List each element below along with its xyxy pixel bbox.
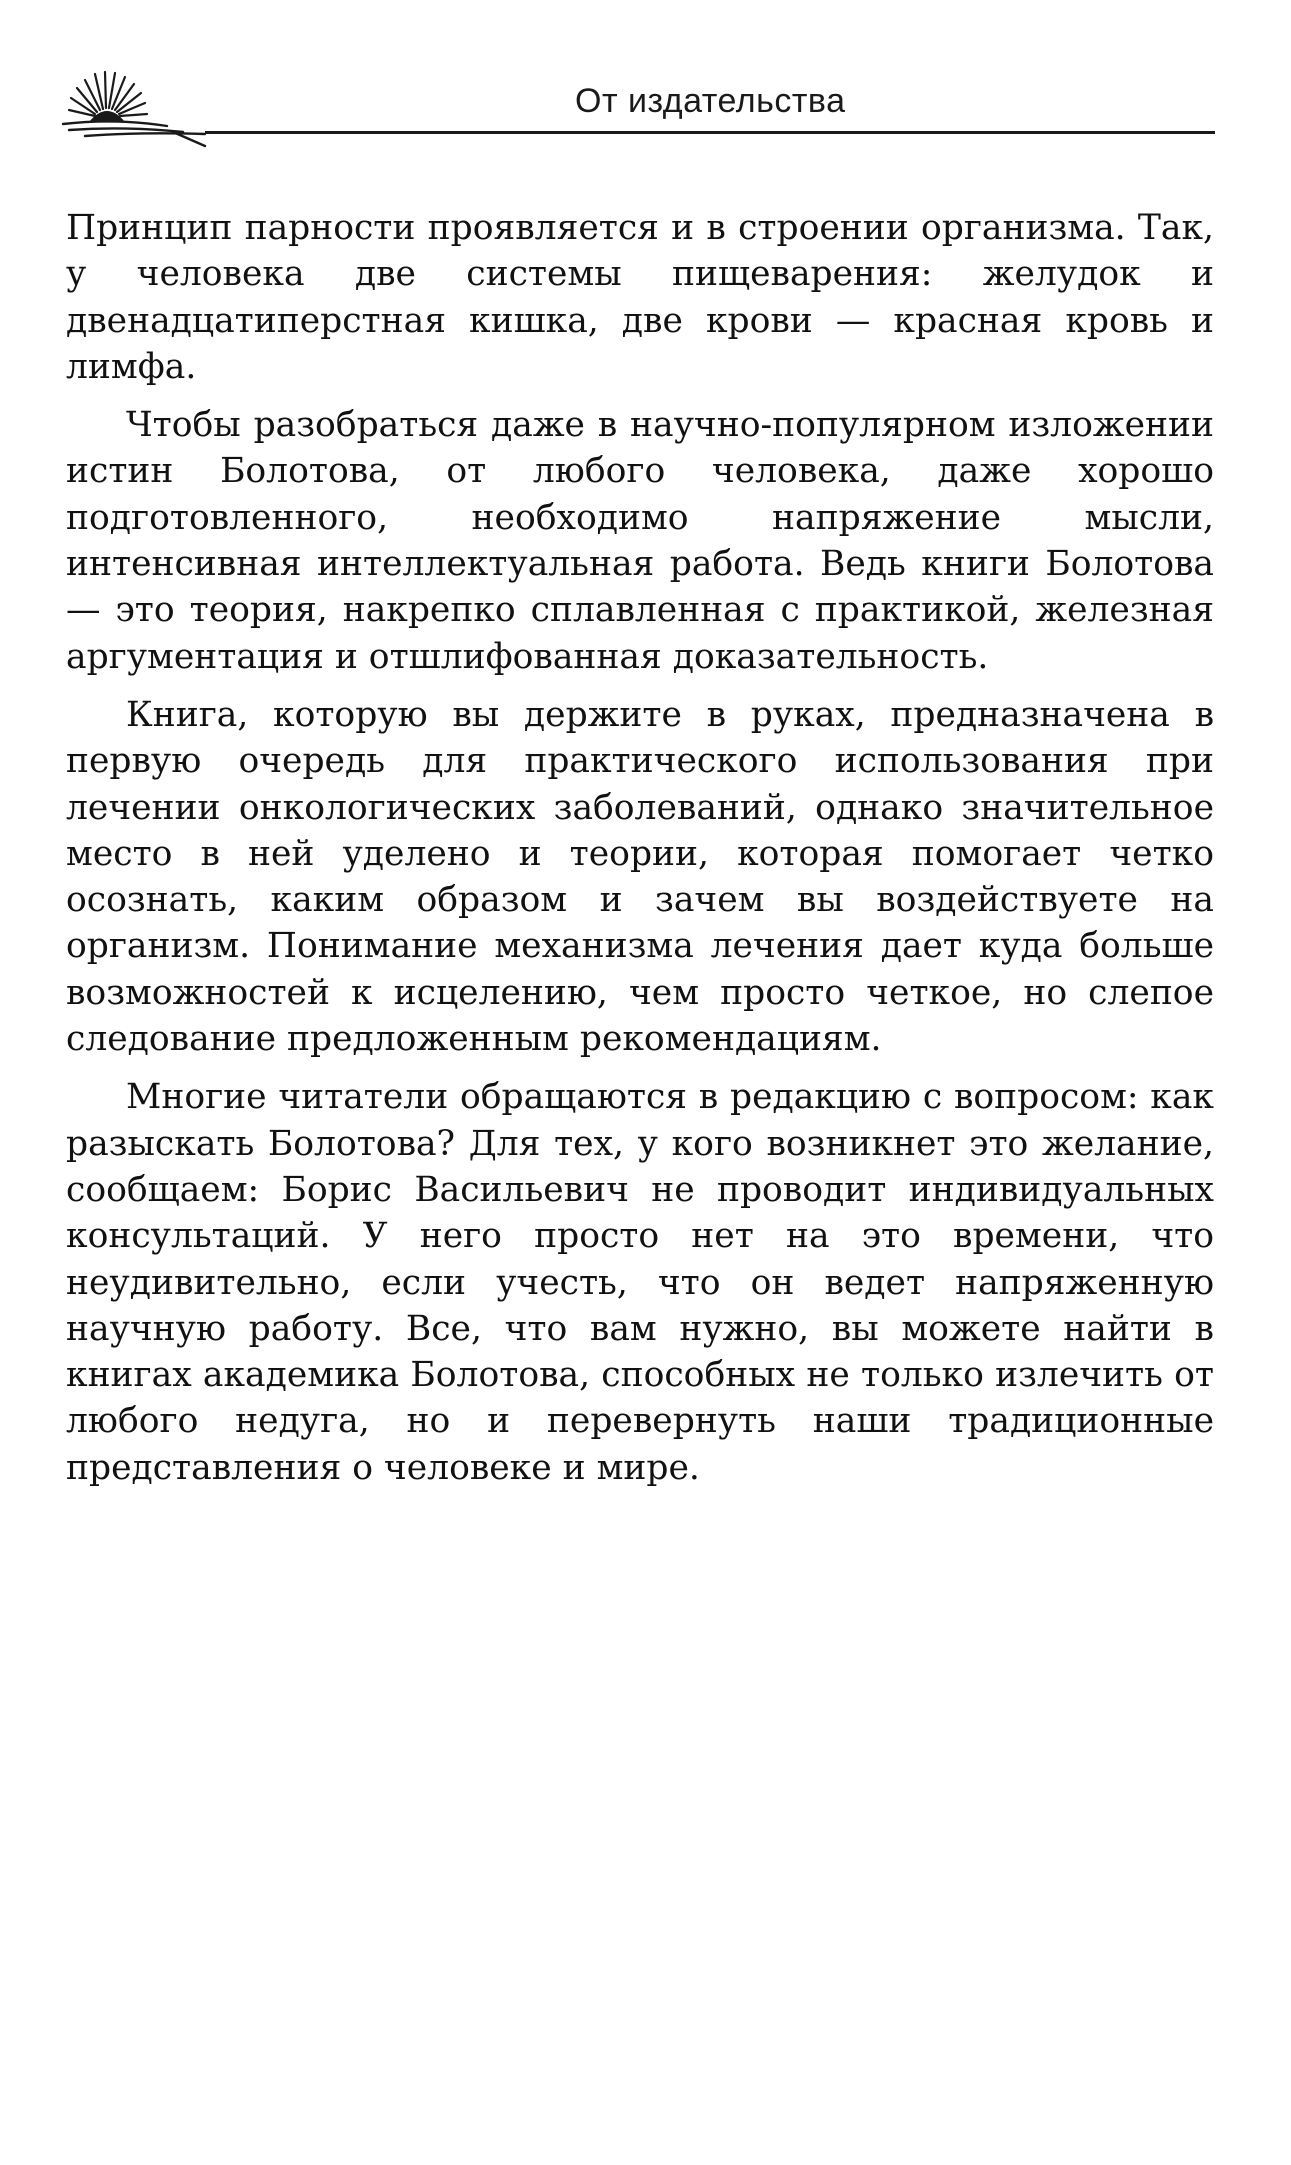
header-title: От издательства	[575, 82, 846, 120]
running-header	[55, 60, 1215, 150]
sun-rays-icon	[55, 60, 235, 150]
paragraph: Многие читатели обращаются в редакцию с вопросом: как разыскать Болотова? Для тех, у кого возникнет это желание, сообщаем: Борис Васильевич не проводит индивидуальных консультаций. У него просто нет на это времени, что неудивительно, если учесть, что он ведет напряженную научную работу. Все, что вам нужно, вы можете найти в книгах академика Болотова, способных не только излечить от любого недуга, но и перевернуть наши традиционные представления о человеке и мире.	[66, 1077, 1214, 1488]
paragraph: Чтобы разобраться даже в научно-популярном изложении истин Болотова, от любого человека, даже хорошо подготовленного, необходимо напряжение мысли, интенсивная интеллектуальная работа. Ведь книги Болотова — это теория, накрепко сплавленная с практикой, железная аргументация и отшлифованная доказательность.	[66, 405, 1214, 677]
main-text	[66, 205, 1214, 1503]
header-divider	[205, 131, 1215, 134]
paragraph: Книга, которую вы держите в руках, предназначена в первую очередь для практического использования при лечении онкологических заболеваний, однако значительное место в ней уделено и теории, которая помогает четко осознать, каким образом и зачем вы воздействуете на организм. Понимание механизма лечения дает куда больше возможностей к исцелению, чем просто четкое, но слепое следование предложенным рекомендациям.	[66, 694, 1214, 1060]
paragraph: Принцип парности проявляется и в строении организма. Так, у человека две системы пищеварения: желудок и двенадцатиперстная кишка, две крови — красная кровь и лимфа.	[66, 208, 1214, 387]
